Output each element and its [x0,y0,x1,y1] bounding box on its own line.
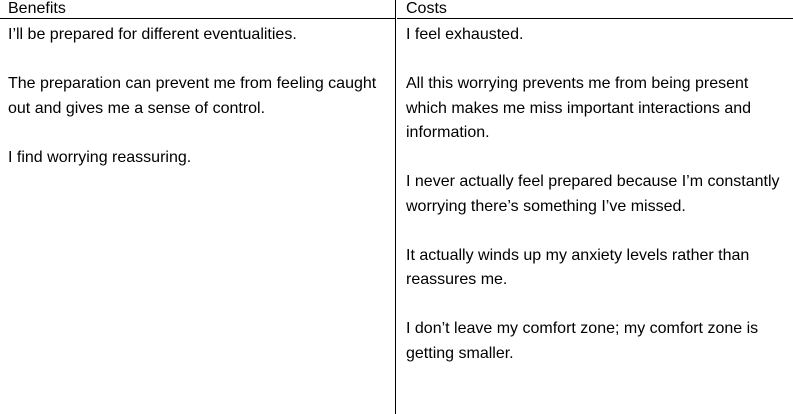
benefits-cell [0,19,395,170]
cost-item: I feel exhausted. [406,26,524,43]
benefit-item: The preparation can prevent me from feeling caught out and gives me a sense of control. [8,75,377,117]
benefits-header: Benefits [0,0,395,19]
cost-item: All this worrying prevents me from being present which makes me miss important interactions and information. [406,75,752,141]
cost-item: I don’t leave my comfort zone; my comfort zone is getting smaller. [406,320,759,362]
costs-column [397,0,793,414]
costs-header: Costs [397,0,793,19]
cost-item: I never actually feel prepared because I’m constantly worrying there’s something I’ve missed. [406,173,780,215]
benefits-column [0,0,396,414]
costs-cell [397,19,793,366]
benefit-item: I’ll be prepared for different eventualities. [8,26,297,43]
benefit-item: I find worrying reassuring. [8,148,192,166]
cost-item: It actually winds up my anxiety levels rather than reassures me. [406,246,750,288]
